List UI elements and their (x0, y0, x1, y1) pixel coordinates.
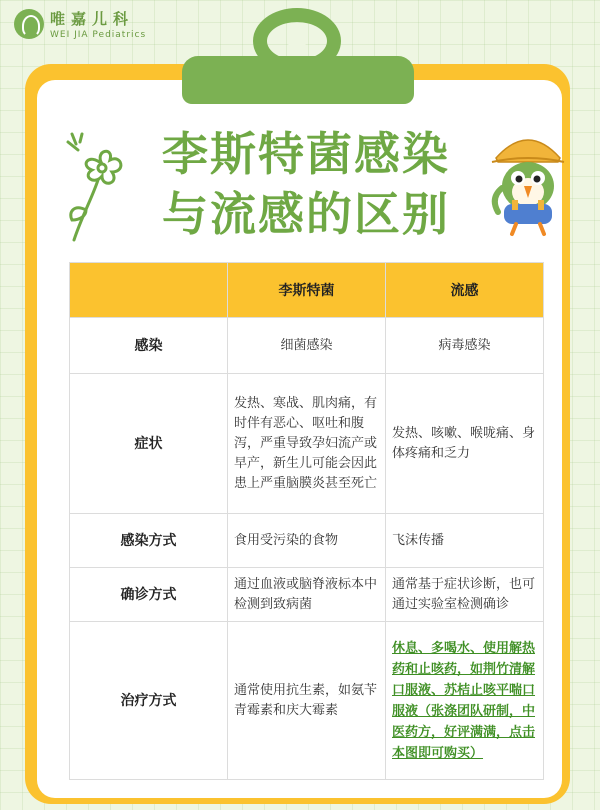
table-header-row (70, 263, 544, 318)
listeria-cell: 通常使用抗生素，如氨苄青霉素和庆大霉素 (228, 622, 386, 780)
table-row (70, 622, 544, 780)
row-label: 感染方式 (70, 514, 228, 568)
leaf-logo-icon (14, 9, 44, 39)
brand-name: 唯嘉儿科 (50, 10, 135, 28)
header-flu: 流感 (386, 263, 544, 318)
page-title (96, 124, 516, 244)
flu-cell: 飞沫传播 (386, 514, 544, 568)
listeria-cell: 通过血液或脑脊液标本中检测到致病菌 (228, 568, 386, 622)
brand-subtitle: WEI JIA Pediatrics (50, 30, 147, 40)
comparison-table-wrapper (69, 262, 543, 780)
title-line-1: 李斯特菌感染 (162, 127, 450, 181)
title-line-2: 与流感的区别 (162, 187, 450, 241)
listeria-cell: 细菌感染 (228, 318, 386, 374)
table-row (70, 568, 544, 622)
header-blank (70, 263, 228, 318)
table-row (70, 374, 544, 514)
row-label: 症状 (70, 374, 228, 514)
brand-logo (14, 8, 146, 40)
listeria-cell: 食用受污染的食物 (228, 514, 386, 568)
table-row (70, 318, 544, 374)
row-label: 确诊方式 (70, 568, 228, 622)
table-row (70, 514, 544, 568)
row-label: 治疗方式 (70, 622, 228, 780)
listeria-cell: 发热、寒战、肌肉痛，有时伴有恶心、呕吐和腹泻，严重导致孕妇流产或早产，新生儿可能会因此患上严重脑膜炎甚至死亡 (228, 374, 386, 514)
header-listeria: 李斯特菌 (228, 263, 386, 318)
clipboard-clip (182, 56, 414, 104)
flu-cell: 通常基于症状诊断，也可通过实验室检测确诊 (386, 568, 544, 622)
flu-treatment-link[interactable]: 休息、多喝水、使用解热药和止咳药，如荆竹清解口服液、苏桔止咳平喘口服液（张涤团队研制，中医药方，好评满满，点击本图即可购买） (386, 622, 544, 780)
flu-cell: 病毒感染 (386, 318, 544, 374)
flu-cell: 发热、咳嗽、喉咙痛、身体疼痛和乏力 (386, 374, 544, 514)
row-label: 感染 (70, 318, 228, 374)
comparison-table (69, 262, 544, 780)
